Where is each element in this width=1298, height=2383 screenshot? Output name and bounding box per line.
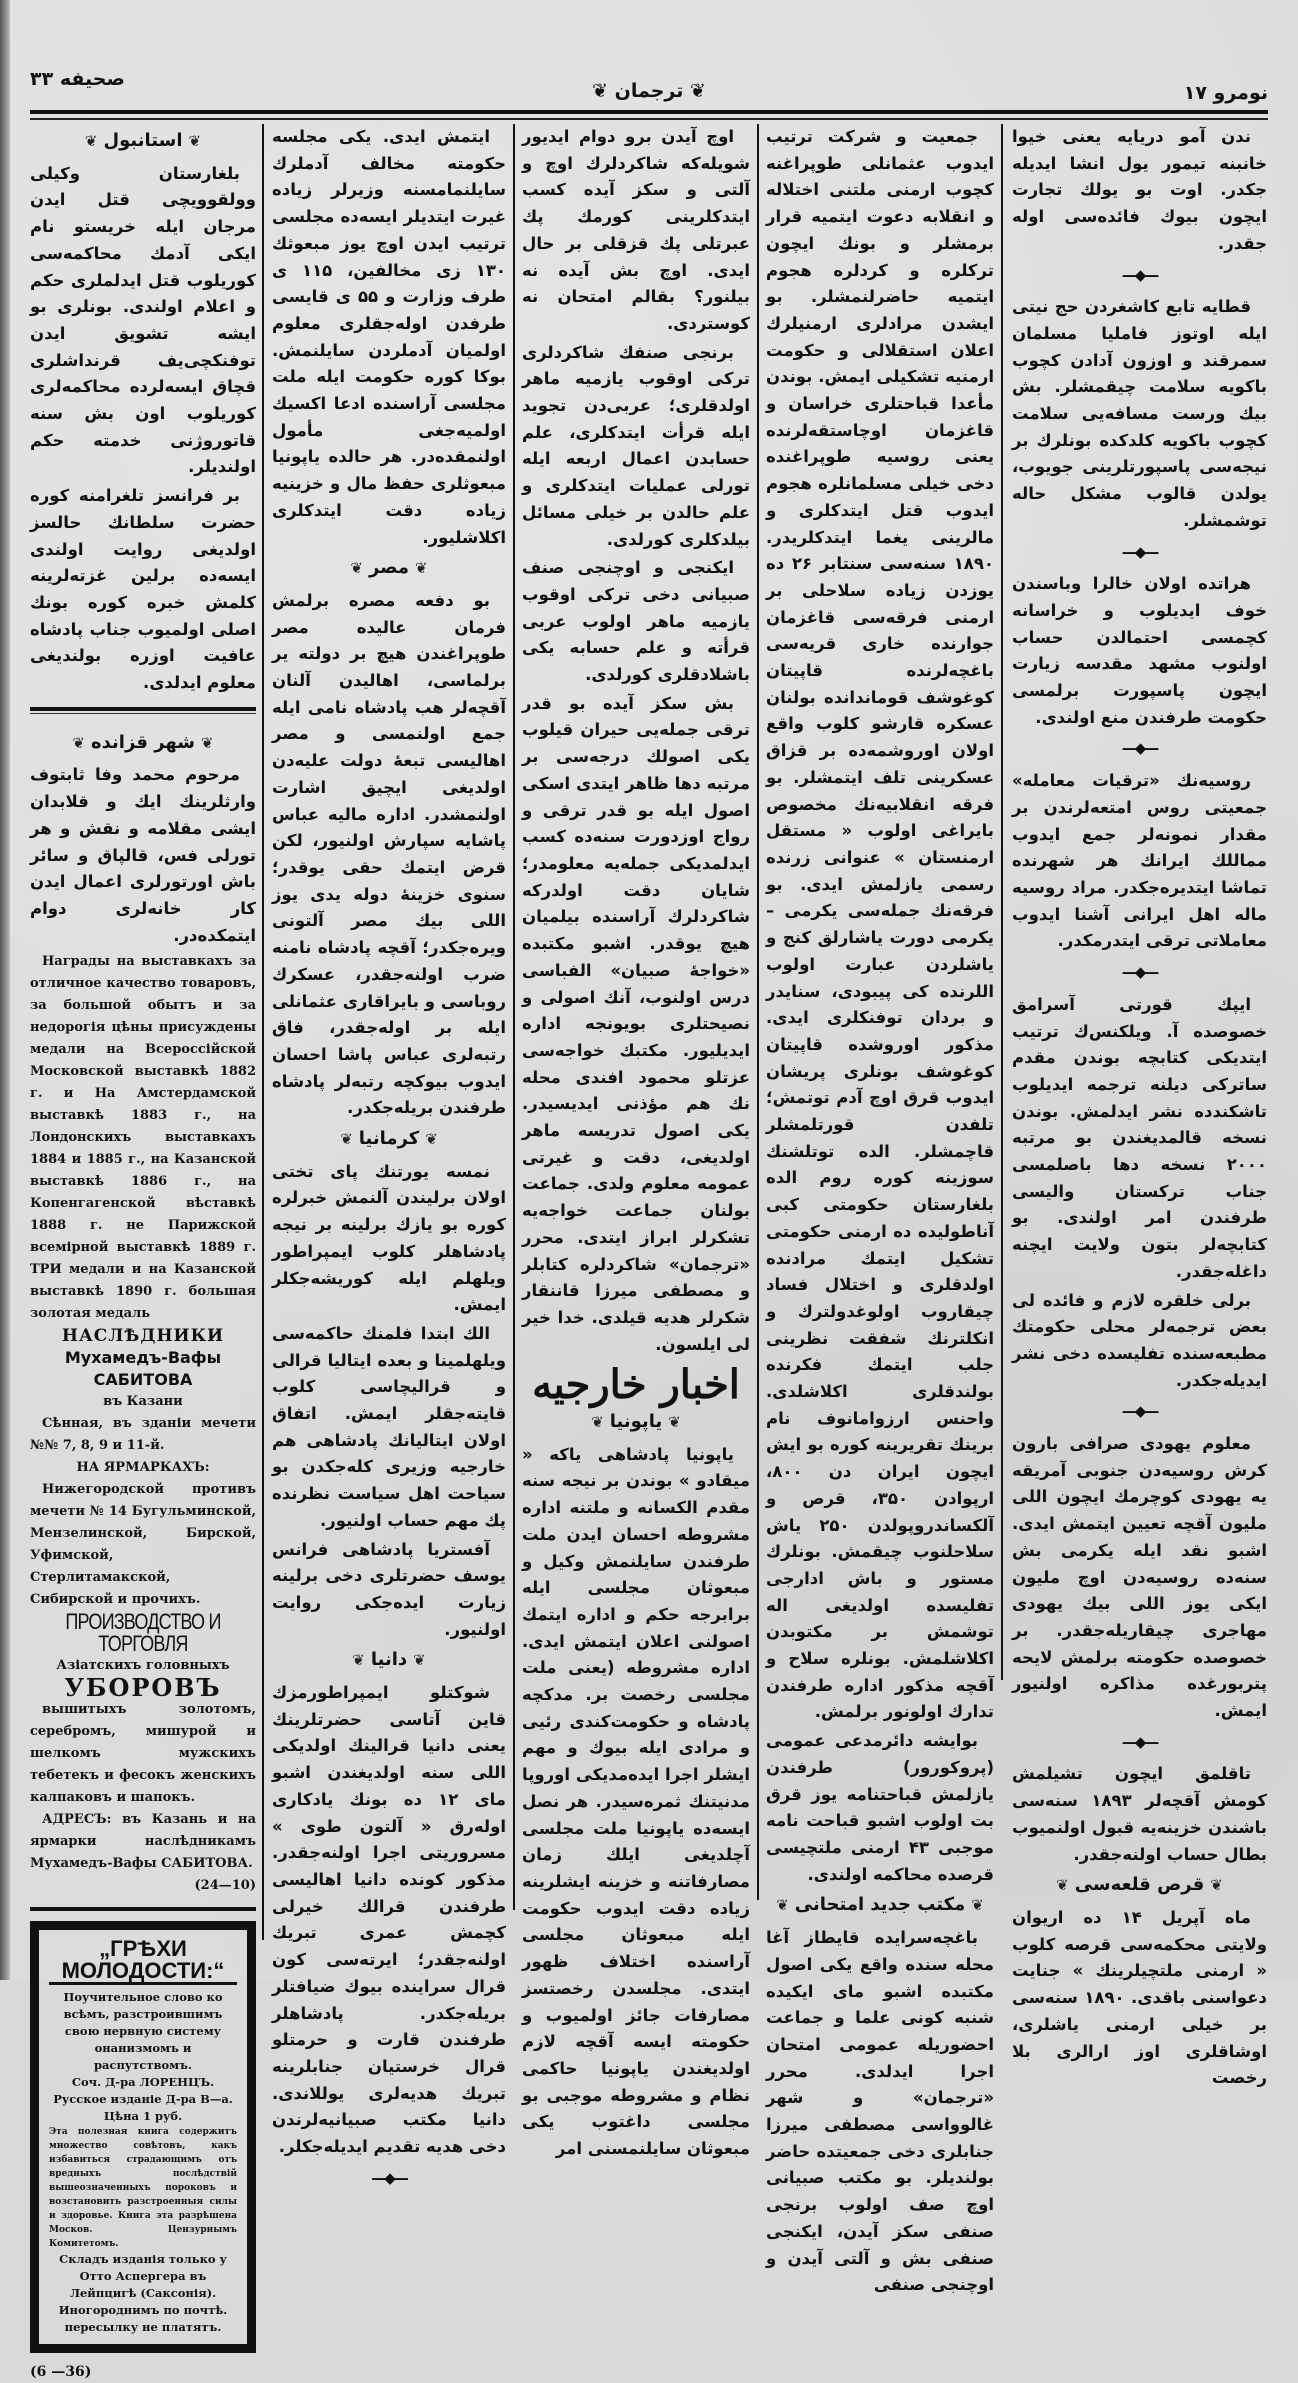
ornament-icon: ❦ xyxy=(340,1130,353,1149)
section-heading-denmark: ❦دانیا❦ xyxy=(272,1647,506,1674)
ornament-icon: ❦ xyxy=(425,1130,438,1149)
ornament-icon: ❦ xyxy=(72,733,85,752)
separator: —◆— xyxy=(371,2168,407,2187)
separator: —◆— xyxy=(1121,1402,1158,1421)
ornament-icon: ❦ xyxy=(350,559,363,578)
section-heading-kars: ❦قرص قلعه‌سی❦ xyxy=(1012,1872,1267,1899)
foreign-news-title: اخبار خارجیه xyxy=(532,1361,740,1409)
ad-heirs: НАСЛѢДНИКИ xyxy=(61,1326,225,1347)
newspaper-title xyxy=(592,80,706,102)
book-description: Эта полезная книга содержитъ множество совѣтовъ, какъ избавиться страдающимъ отъ вредныхъ послѣдствій вышеозначенныхъ пороковъ и возстановить разстроенныя силы и здоровье. Книга эта разрѣшена Москов. Цензурнымъ Комитетомъ. xyxy=(49,2127,237,2250)
article-paragraph: آفستریا پادشاهی فرانس یوسف حضرتلری دخی برلینه زیارت ایده‌جکی روایت اولنیور. xyxy=(272,1539,506,1639)
article-paragraph: ایپك قورتی آسرامق خصوصده آ. ویلکنس‌ك ترتیب ایتدیکی کتابچه بوندن مقدم ساترکی دیلنه ترجمه ایدیلوب تاشکندده نشر ایدلمش. بوندن نسخه قالمدیغندن بو مرتبه ۲۰۰۰ نسخه دها باصلمسی جناب ترکستان والیسی طرفندن امر اولندی. بو کتابچه‌لر بتون ولایت ایچنه داغله‌جقدر. xyxy=(1012,994,1267,1281)
article-paragraph: نمسه یورتنك پای تختی اولان برلیندن آلنمش خبرلره کوره بو یازك برلینه بر نیجه پادشاهلر کلوب ایمپراطور ویلهلم ایله کوریشه‌جکلر ایمش. xyxy=(272,1161,506,1315)
ornament-icon: ❦ xyxy=(1056,1876,1069,1895)
separator: —◆— xyxy=(1121,963,1158,982)
section-heading-school-exam: ❦مکتب جدید امتحانی❦ xyxy=(766,1892,994,1919)
scan-edge xyxy=(0,0,10,1980)
section-rule-thin xyxy=(30,713,256,714)
article-paragraph: هراتده اولان خالرا وباسندن خوف ایدیلوب و خراسانه کچمسی احتمالدن حساب اولنوب مشهد مقدسه زیارت ایچون پاسپورت برلمسی حکومت طرفندن منع اولندی. xyxy=(1012,574,1267,727)
article-paragraph: الك ابتدا فلمنك حاکمه‌سی ویلهلمینا و بعده ایتالیا قرالی و قرالیچاسی کلوب قایته‌جقلر ایمش. اتفاق اولان ایتالیانك پادشاهی هم خارجیه وزیری کله‌جکدن بو سیاحت اهل سیاست نظرنده پك مهم حساب اولنیور. xyxy=(272,1323,506,1530)
article-paragraph: یاپونیا پادشاهی یاکه « میقادو » بوندن بر نیجه سنه مقدم الکسانه و ملتنه اداره مشروطه احسان ایدن ملت طرفندن سایلنمش وکیل و مبعوثان مجلسی ایله برابرجه حکم و اداره ایتمك اصولنی اعلان ایتمش ایدی. اداره مشروطه (یعنی ملت مجلسی رخصت بر. مدکچه پادشاه و حکومت‌کندی رئیی و مرادی ایله بیوك و مهم ایشلر اجرا ایده‌مدیکی اوروپا مدنیتنك ثمره‌سیدر. هر نصل ایسه‌ده یاپونیا ملت مجلسی آچلدیغی ایلك زمان مصارفاتنه و خزینه ایشلرینه زیاده دقت ایدوب حکومت ایله مبعوثان مجلسی آراسنده اختلاف ظهور ایتدی. مجلسدن رخصتسز مصارفات جائز اولمیوب و حکومته ایسه آقچه لازم اولدیغندن یاپونیا حاکمی نظام و مشروطه موجبی بو مجلسی داغتوب یکی مبعوثان سایلنمسنی امر xyxy=(522,1444,750,2159)
ornament-icon: ❦ xyxy=(84,132,98,150)
masthead-rule-thin xyxy=(30,118,1268,120)
article-paragraph: بر فرانسز تلغرامنه کوره حضرت سلطانك حالسز اولدیغی روایت اولندی ایسه‌ده برلین غزته‌لرینه کلمش خبره کوره بونك اصلی اولمیوب جناب پادشاه عافیت اوزره بولندیغی معلوم ایدلدی. xyxy=(30,486,256,693)
ornament-icon: ❦ xyxy=(188,132,202,150)
issue-number: نومرو ۱۷ xyxy=(1183,82,1268,104)
ornament-icon: ❦ xyxy=(352,1651,365,1670)
ornament-icon: ❦ xyxy=(1210,1876,1223,1895)
ad-city: въ Казани xyxy=(103,1394,183,1410)
article-paragraph: ندن آمو دریایه یعنی خیوا خانبنه تیمور یول انشا ایدیله جکدر. اوت بو یولك تجارت ایچون بیوك فائده‌سی اوله جقدر. xyxy=(1012,127,1267,253)
column-4 xyxy=(766,124,995,2295)
ad-fairs-heading: НА ЯРМАРКАХЪ: xyxy=(76,1460,210,1476)
ornament-icon: ❦ xyxy=(776,1896,789,1915)
ad-merchant-name: Мухамедъ-Вафы САБИТОВА xyxy=(64,1348,222,1390)
column-2 xyxy=(272,124,507,2187)
ornament-icon: ❦ xyxy=(668,1413,681,1432)
separator: —◆— xyxy=(1121,542,1158,561)
ad-asian: Азіатскихъ головныхъ xyxy=(56,1658,230,1674)
article-paragraph: معلوم یهودی صرافی بارون کرش روسیه‌دن جنوبی آمریقه یه یهودی کوچرمك ایچون اللی ملیون آقچه تعیین ایتمش ایدی. اشبو نقد ایله یکرمی بش سنه‌ده روسیه‌دن اوچ ملیون ایکی یوز اللی بیك یهودی مهاجری چیقاریله‌جقدر. بر خصوصده حکومته برلمش لایحه پتربورغده مذاکره اولنیور ایمش. xyxy=(1012,1434,1267,1721)
book-title: „ГРѢХИ МОЛОДОСТИ:“ xyxy=(49,1938,237,1985)
article-paragraph: تاقلمق ایچون تشیلمش کومش آقچه‌لر ۱۸۹۳ سنه‌سی باشندن خزینه‌یه قبول اولنمیوب بطال حساب اولنه‌جقدر. xyxy=(1012,1764,1267,1864)
column-divider xyxy=(757,124,759,1900)
column-divider xyxy=(513,124,515,1910)
book-price: Цѣна 1 руб. xyxy=(103,2109,183,2124)
book-subtitle: Поучительное слово ко всѣмъ, разстроившимъ свою нервную систему онанизмомъ и распутствомъ. xyxy=(63,1990,223,2073)
separator: —◆— xyxy=(1121,739,1158,758)
section-rule xyxy=(30,1907,256,1911)
masthead-rule xyxy=(30,110,1268,114)
article-paragraph: روسیه‌نك «ترقیات معامله» جمعیتی روس امتعه‌لرندن بر مقدار نمونه‌لر جمع ایدوب مماللك ایرانك هر شهرنده تماشا ایتدیره‌جکدر. مراد روسیه ماله اهل ایرانی آشنا ایدوب معاملاتی ترقی ایتدرمکدر. xyxy=(1012,771,1267,951)
ad-hats-heading: УБОРОВЪ xyxy=(64,1673,222,1703)
ornament-icon: ❦ xyxy=(591,1413,604,1432)
article-paragraph: بوایشه دائرمدعی عمومی (پروکورور) طرفندن یازلمش قباحتنامه یوز قرق بت اولوب اشبو قباحت نامه موجبی ۴۳ ارمنی ملتچیسی قرصده محاکمه اولندی. xyxy=(766,1731,994,1884)
book-stockist: Складъ изданія только у Отто Аспергера въ Лейпцигѣ (Саксонія). Иногороднимъ по почтѣ. пересылку не платятъ. xyxy=(58,2252,228,2335)
ad-code: (24—10) xyxy=(194,1878,256,1894)
section-heading-germany: ❦کرمانیا❦ xyxy=(272,1126,506,1153)
column-3 xyxy=(522,124,750,2159)
book-edition: Русское изданіе Д-ра В—а. xyxy=(53,2092,233,2107)
article-paragraph: برنجی صنفك شاکردلری ترکی اوقوب یازمیه ماهر اولدقلری؛ عربی‌دن تجوید ایله قرأت ایتدکلری، علم حسابدن اعمال اربعه ایله تورلی عملیات ایتدکلری و علم حالدن بر خیلی مسائل بیلدکلری کورلدی. xyxy=(522,342,750,549)
article-paragraph: جمعیت و شرکت ترتیب ایدوب عثمانلی طوپراغنه کچوب ارمنی ملتنی اختلاله و انقلابه دعوت ایتمیه قرار برمشلر و بونك ایچون ترکلره و کردلره هجوم ایتمیه حاضرلنمشلر. بو ایشدن مرادلری ارمنیلرك اعلان استقلالی و حکومت ارمنیه تشکیلی ایمش. بوندن مأعدا قباحتلری خراسان و قاغزمان اوچاستقه‌لرنده یعنی روسیه طوپراغنده دخی خیلی مسلمانلره هجوم ایدوب قتل ایتدکلری و مالرینی یغما ایتدکلریدر. ۱۸۹۰ سنه‌سی سنتابر ۲۶ ده یوزدن زیاده سلاحلی بر ارمنی فرقه‌سی قاغزمان جوارنده خاری قریه‌سی باغچه‌لرنده قاپیتان کوغوشف قوماندانده بولنان عسکره قارشو کلوب واقع اولان اوروشمه‌ده بر قزاق عسکرینی تلف ایتمشلر. بو فرقه انقلابیه‌نك مخصوص بایراغی اولوب « مستقل ارمنستان » عنوانی زرنده رسمی یازلمش ایدی. بو فرقه‌نك جمله‌سی یکرمی – یکرمی دورت یاشارلق کنج و یاشلردن عبارت اولوب اللرنده کی پیبودی، سنایدر و بردان توفنکلری ایدی. مذکور اوروشده قاپیتان کوغوشف بونلری پریشان ایدوب قرق اوچ آدم توتمش؛ تلفدن قورتلمشلر قاچمشلر. الده توتلشنك سوزینه کوره روم الده بلغارستان حکومتی کبی آناطولیده ده ارمنی حکومتی تشکیل ایتمك مرادنده اولدقلری و اختلال فساد چیقاروب اولوغدولترك و انکلترنك شفقت نظرینی جلب ایتمك فکرنده بولندقلری اکلاشلدی. واحنس ارزوامانوف نام برینك تقریرینه کوره بو ایش ایچون ایران دن ۸۰۰، ارپوادن ۳۵۰، قرص و آلکساندروپولدن ۲۵۰ یاش سلاحلنوب چیقمش. بونلرك مستور و باش ادارجی تفلیسده اولدیغی اله توشمش بر مکتوبدن اکلاشلمش. بونلره سلاح و آقچه مذکور اداره طرفندن تدارك اولونور برلمش. xyxy=(766,127,995,1722)
ornament-icon: ❦ xyxy=(413,1651,426,1670)
article-paragraph: مرحوم محمد وفا ثابتوف وارثلرینك ایك و قلابدان ایشی مقلامه و نقش و هر تورلی فس، قالپاق و سائر باش اورتورلری اعمال ایدن کار خانه‌لری دوام ایتمکده‌در. xyxy=(30,765,256,945)
article-paragraph: برلی خلقره لازم و فائده لی بعض ترجمه‌لر محلی حکومتك مطبعه‌سنده تفلیسده دخی نشر ایدیله‌جکدر. xyxy=(1012,1290,1267,1390)
article-paragraph: اوچ آیدن برو دوام ایدیور شویله‌که شاکردلرك اوچ و آلتی و سکز آیده کسب ایتدکلرینی کورمك پك عبرتلی پك قزقلی بر حال ایدی. اوچ بش آیده نه بیلنور؟ بقالم امتحان نه کوستردی. xyxy=(522,127,750,333)
article-paragraph: بو دفعه مصره برلمش فرمان عالیده مصر طوپراغندن هیچ بر دولته یر برلماسی، اهالیدن آلنان آقچه‌لر هب پادشاه نامی ایله جمع اولنمسی و مصر اهالیسی تبعهٔ دولت علیه‌دن اولدیغی ایچیق اشارت اولنمشدر. اداره مالیه عباس پاشایه سپارش اولنیور، لکن قرض ایتمك حقی یوقدر؛ سنوی خزینهٔ دوله یدی یوز اللی بیك مصر آلتونی ویره‌جکدر؛ آقچه پادشاه نامنه ضرب اولنه‌جقدر، عسکرك روباسی و بایراقاری عثمانلی ایله بر اوله‌جقدر، فاق رتبه‌لری عباس پاشا احسان ایدوب بیوکچه رتبه‌لر پادشاه طرفندن بریله‌جکدر. xyxy=(272,590,506,1118)
ad-description: вышитыхъ золотомъ, серебромъ, мишурой и шелкомъ мужскихъ тебетекъ и фесокъ женскихъ калпаковъ и шапокъ. xyxy=(30,1702,256,1806)
ad-address: АДРЕСЪ: въ Казань и на ярмарки наслѣдникамъ Мухамедъ-Вафы САБИТОВА. xyxy=(30,1812,256,1872)
book-ad-code: (6 —36) xyxy=(30,2364,92,2381)
separator: —◆— xyxy=(1121,1732,1158,1751)
section-heading-egypt: ❦مصر❦ xyxy=(272,555,506,582)
russian-advertisement xyxy=(30,951,256,2383)
column-divider xyxy=(1001,124,1003,1680)
ad-production-heading: ПРОИЗВОДСТВО И ТОРГОВЛЯ xyxy=(65,1609,221,1657)
section-heading-kazan-city: ❦شهر قزانده❦ xyxy=(30,730,256,757)
article-paragraph: بش سکز آیده بو قدر ترقی جمله‌یی حیران قیلوب یکی اصولك درجه‌سی بر مرتبه دها ظاهر ایتدی اسکی اصول ایله بو قدر ترقی و رواج اوزدورت سنه‌ده کسب ایدلمدیکی جمله‌یه معلومدر؛ شایان دقت اولدرکه شاکردلرك آراسنده بیلمیان هیچ یوقدر. اشبو مکتبده «خواجهٔ صبیان» الفباسی درس اولنوب، آنك اصولی و نصیحتلری بویونجه اداره ایدیلیور. مکتبك خواجه‌سی عزتلو محمود افندی محله نك هم مؤذنی ایدیسیدر. یکی اصول تدریسه ماهر اولدیغی، دقت و غیرتی عمومه معلوم ولدی. جماعت بولنان جماعت خواجه‌یه تشکرلر ابراز ایتدی. محرر «ترجمان» شاکردلره کتابلر و مصطفی میرزا قاننقار شکرلر هدیه قیلدی. خدا خیر لی ایلسون. xyxy=(522,693,750,1354)
masthead xyxy=(30,68,1268,108)
article-paragraph: بلغارستان وکیلی وولقوویچی قتل ایدن مرجان ایله خریستو نام ایکی آدمك محاکمه‌سی کوریلوب قتل ایدلملری حکم و اعلام اولندی. بونلری بو ایشه تشویق ایدن توفنکچی‌یف قرنداشلری قچاق ایسه‌لرده محاکمه‌لری کوریلوب اون بش سنه قاتوروژنی خدمته حکم اولندیلر. xyxy=(30,163,256,477)
separator: —◆— xyxy=(1121,265,1158,284)
book-author: Соч. Д-ра ЛОРЕНЦЪ. xyxy=(71,2075,215,2090)
ornament-icon: ❦ xyxy=(690,80,706,102)
ornament-icon: ❦ xyxy=(415,559,428,578)
ornament-icon: ❦ xyxy=(592,80,608,102)
column-1 xyxy=(30,124,256,2381)
article-paragraph: قطایه تابع کاشغردن حج نیتی ایله اوتوز فامليا مسلمان سمرقند و اوزون آدادن کچوب باکویه سلامت چیقمشلر. بش بیك ورست مسافه‌یی سلامت کچوب باکویه کلدکده بونلرك بر نیجه‌سی پاسپورتلرینی جویوب، یولدن قالوب مشکل حاله توشمشلر. xyxy=(1012,297,1267,530)
article-paragraph: شوکتلو ایمپراطورمزك قاین آتاسی حضرتلرینك یعنی دانیا قرالینك اولدیکی اللی سنه اولدیغندن اشبو مای ۱۲ ده بونك یادکاری اوله‌رق « آلتون طوی » مسروریتی اجرا اولنه‌جقدر. مذکور کونده دانیا اهالیسی طرفندن قرالك خیرلی کچمش عمری تبریك اولنه‌جقدر؛ ایرته‌سی کون قرال سراینده بیوك ضیافتلر بریله‌جکدر. پادشاهلر طرفندن قارت و حرمتلو قرال خرستیان جنابلرینه تبریك هدیه‌لری یوللاندی. دانیا مکتب صبیانیه‌لرندن دخی هدیه تقدیم ایدیله‌جکلر. xyxy=(272,1683,506,2157)
section-heading-japan: ❦یاپونیا❦ xyxy=(522,1409,750,1436)
article-paragraph: ماه آپریل ۱۴ ده اریوان ولایتی محکمه‌سی قرصه کلوب « ارمنی ملتچیلرینك » جنایت دعواسنی باقدی. ۱۸۹۰ سنه‌سی بر خیلی ارمنی یاشلری، اوشاقلری اوز ارالری بلا رخصت xyxy=(1012,1908,1267,2088)
section-rule xyxy=(30,707,256,711)
ad-address-line: Сѣнная, въ зданіи мечети №№ 7, 8, 9 и 11-й. xyxy=(30,1416,256,1454)
ad-fairs-list: Нижегородской противъ мечети № 14 Бугульминской, Мензелинской, Бирской, Уфимской, Стерлитамакской, Сибирской и прочихъ. xyxy=(30,1482,256,1608)
article-paragraph: ایتمش ایدی. یکی مجلسه حکومته مخالف آدملرك سایلنمامسنه وزیرلر زیاده غیرت ایتدیلر ایسه‌ده مجلسی ترتیب ایدن اوچ یوز مبعوثك ۱۳۰ زی مخالفین، ۱۱۵ ی طرف وزارت و ۵۵ ی قایسی طرفدن اوله‌جقلری معلوم اولمیان آدملردن سایلنمش. بوکا کوره حکومت ایله ملت مجلسی آراسنده ادعا اکسیك اولمیه‌جغی مأمول اولنمقده‌در. هر حالده یاپونیا مبعوثلری حفظ مال و خزینیه زیاده دقت ایتدکلری اکلاشلیور. xyxy=(272,127,507,547)
column-divider xyxy=(262,124,264,1940)
article-paragraph: ایکنجی و اوچنجی صنف صبیانی دخی ترکی اوقوب یازمیه ماهر اولوب عربی قرأته و علم حسابه یکی باشلادقلری کورلدی. xyxy=(522,558,750,685)
ornament-icon: ❦ xyxy=(971,1896,984,1915)
article-paragraph: باغچه‌سرایده قایطاز آغا محله سنده واقع یکی اصول مکتبده اشبو مای ایکیده شنبه کونی علما و جماعت احضوریله عمومی امتحان اجرا ایدلدی. محرر «ترجمان» و شهر غالوواسی مصطفی میرزا جنابلری دخی جمعیتده حاضر بولندیلر. بو مکتب صبیانی اوچ صف اولوب برنجی صنفی سکز آیدن، ایکنجی صنفی بش و آلتی آیدن و اوچنجی صنفی xyxy=(766,1928,994,2295)
page-number: صحیفه ۳۳ xyxy=(30,68,125,90)
column-5 xyxy=(1012,124,1267,2088)
ad-awards-text: Награды на выставкахъ за отличное качество товаровъ, за большой обытъ и за недорогія цѣны присуждены медали на Всероссійской Московской выставкѣ 1882 г. и На Амстердамской выставкѣ 1883 г., на Лондонскихъ выставкахъ 1884 и 1885 г., на Казанской выставкѣ 1886 г., на Копенгагенской вѣставкѣ 1888 г. не Парижской всемірной выставкѣ 1889 г. ТРИ медали и на Казанской выставкѣ 1890 г. большая золотая медаль xyxy=(30,954,256,1322)
newspaper-title-text: ترجمان xyxy=(614,80,684,102)
book-advertisement xyxy=(30,1921,256,2353)
ornament-icon: ❦ xyxy=(200,733,214,752)
section-heading-istanbul: ❦استانبول❦ xyxy=(30,128,256,155)
